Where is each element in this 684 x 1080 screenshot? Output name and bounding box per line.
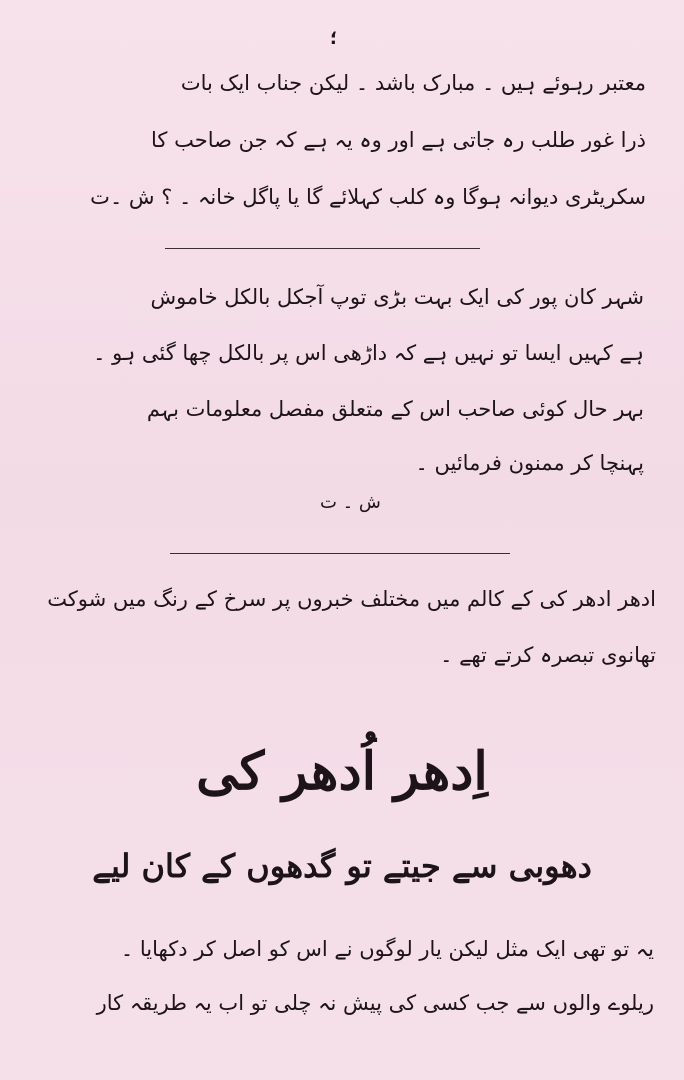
paragraph-2-line-2: ہے کہیں ایسا تو نہیں ہے کہ داڑھی اس پر بالکل چھا گئی ہو ۔ — [93, 341, 644, 365]
paragraph-3-line-1: ادھر ادھر کی کے کالم میں مختلف خبروں پر سرخ کے رنگ میں شوکت — [47, 587, 656, 611]
paragraph-4-line-1: یہ تو تھی ایک مثل لیکن یار لوگوں نے اس کو اصل کر دکھایا ۔ — [120, 937, 654, 961]
paragraph-2-line-3: بہر حال کوئی صاحب اس کے متعلق مفصل معلومات بہم — [146, 397, 644, 421]
divider-1 — [165, 248, 480, 249]
paragraph-3-line-2: تھانوی تبصرہ کرتے تھے ۔ — [440, 643, 656, 667]
divider-2 — [170, 553, 510, 554]
page-mark: ؛ — [330, 28, 338, 49]
paragraph-2-signature: ش ۔ ت — [320, 492, 381, 513]
paragraph-2-line-4: پہنچا کر ممنون فرمائیں ۔ — [415, 451, 644, 475]
paragraph-4-line-2: ریلوے والوں سے جب کسی کی پیش نہ چلی تو اب یہ طریقہ کار — [96, 991, 654, 1015]
paragraph-1-line-2: ذرا غور طلب رہ جاتی ہے اور وہ یہ ہے کہ جن صاحب کا — [151, 128, 646, 152]
column-subtitle: دھوبی سے جیتے تو گدھوں کے کان لیے — [92, 847, 592, 885]
paragraph-1-line-1: معتبر رہوئے ہیں ۔ مبارک باشد ۔ لیکن جناب ایک بات — [180, 71, 646, 95]
paragraph-1-line-3: سکریٹری دیوانہ ہوگا وہ کلب کہلائے گا یا پاگل خانہ ۔ ؟ ش ۔ت — [90, 185, 646, 209]
column-title: اِدھر اُدھر کی — [196, 741, 488, 802]
paragraph-2-line-1: شہر کان پور کی ایک بہت بڑی توپ آجکل بالکل خاموش — [150, 285, 644, 309]
